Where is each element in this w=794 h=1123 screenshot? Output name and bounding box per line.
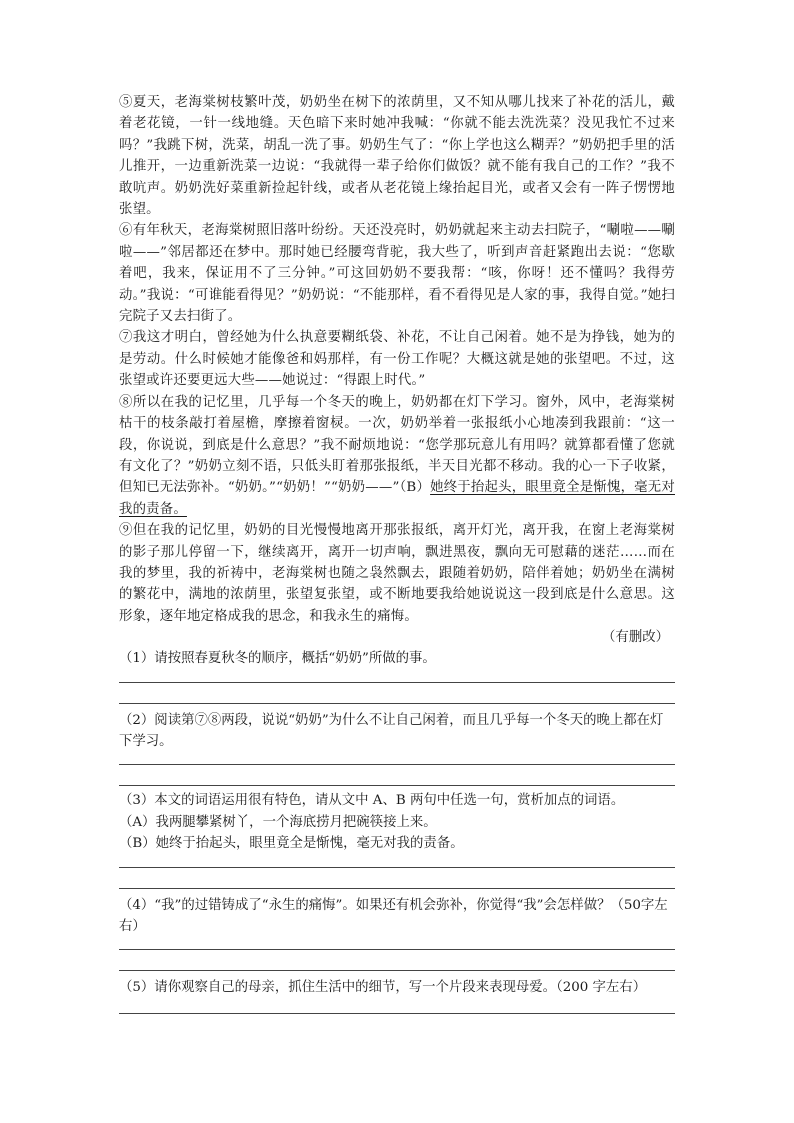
question-2: （2）阅读第⑦⑧两段，说说“奶奶”为什么不让自己闲着，而且几乎每一个冬天的晚上都在灯下学习。: [119, 712, 664, 749]
edit-note: （有删改）: [602, 630, 669, 646]
option-b: （B）她终于抬起头，眼里竟全是惭愧，毫无对我的责备。: [119, 836, 464, 852]
answer-line[interactable]: [119, 888, 675, 889]
answer-line[interactable]: [119, 1013, 675, 1014]
paragraph-8-text: ⑧所以在我的记忆里，几乎每一个冬天的晚上，奶奶都在灯下学习。窗外，风中，老海棠树枯干的枝条敲打着屋檐，摩擦着窗棂。一次，奶奶举着一张报纸小心地凑到我跟前：“这一段，你说说，到底是什么意思？”我不耐烦地说：“您学那玩意儿有用吗？就算都看懂了您就有文化了？”奶奶立刻不语，只低头盯着那张报纸，半天目光都不移动。我的心一下子收紧，但知已无法弥补。“奶奶。”“奶奶！”“奶奶——”（B）: [119, 394, 675, 496]
question-3: （3）本文的词语运用很有特色，请从文中 A、B 两句中任选一句，赏析加点的词语。: [119, 793, 625, 809]
paragraph-9: ⑨但在我的记忆里，奶奶的目光慢慢地离开那张报纸，离开灯光，离开我，在窗上老海棠树的影子那儿停留一下，继续离开，离开一切声响，飘进黑夜，飘向无可慰藉的迷茫……而在我的梦里，我的祈祷中，老海棠树也随之袅然飘去，跟随着奶奶，陪伴着她；奶奶坐在满树的繁花中，满地的浓荫里，张望复张望，或不断地要我给她说说这一段到底是什么意思。这形象，逐年地定格成我的思念，和我永生的痛悔。: [119, 523, 675, 624]
answer-line[interactable]: [119, 867, 675, 868]
underlined-sentence-b: 她终于抬起头，眼里竟全是惭愧，毫无对我的责备。: [119, 480, 675, 517]
paragraph-8: [119, 392, 675, 520]
answer-line[interactable]: [119, 764, 675, 765]
answer-line[interactable]: [119, 949, 675, 950]
paragraph-5: ⑤夏天，老海棠树枝繁叶茂，奶奶坐在树下的浓荫里，又不知从哪儿找来了补花的活儿，戴着老花镜，一针一线地缝。天色暗下来时她冲我喊：“你就不能去洗洗菜？没见我忙不过来吗？”我跳下树，洗菜，胡乱一洗了事。奶奶生气了：“你上学也这么糊弄？”奶奶把手里的活儿推开，一边重新洗菜一边说：“我就得一辈子给你们做饭？就不能有我自己的工作？”我不敢吭声。奶奶洗好菜重新捡起针线，或者从老花镜上缘抬起目光，或者又会有一阵子愣愣地张望。: [119, 95, 675, 218]
question-4: （4）“我”的过错铸成了“永生的痛悔”。如果还有机会弥补，你觉得“我”会怎样做？（50字左右）: [119, 897, 668, 934]
answer-line[interactable]: [119, 682, 675, 683]
worksheet-page: [119, 92, 675, 1014]
paragraph-7: ⑦我这才明白，曾经她为什么执意要糊纸袋、补花，不让自己闲着。她不是为挣钱，她为的是劳动。什么时候她才能像爸和妈那样，有一份工作呢？大概这就是她的张望吧。不过，这张望或许还要更远大些——她说过：“得跟上时代。”: [119, 330, 675, 389]
answer-line[interactable]: [119, 970, 675, 971]
option-a: （A）我两腿攀紧树丫，一个海底捞月把碗筷接上来。: [119, 814, 437, 830]
answer-line[interactable]: [119, 703, 675, 704]
answer-line[interactable]: [119, 785, 675, 786]
question-5: （5）请你观察自己的母亲，抓住生活中的细节，写一个片段来表现母爱。（200 字左右）: [119, 980, 647, 996]
question-1: （1）请按照春夏秋冬的顺序，概括“奶奶”所做的事。: [119, 651, 436, 667]
paragraph-6: ⑥有年秋天，老海棠树照旧落叶纷纷。天还没亮时，奶奶就起来主动去扫院子，“唰啦——唰啦——”邻居都还在梦中。那时她已经腰弯背驼，我大些了，听到声音赶紧跑出去说：“您歇着吧，我来，保证用不了三分钟。”可这回奶奶不要我帮：“咳，你呀！还不懂吗？我得劳动。”我说：“可谁能看得见？”奶奶说：“不能那样，看不看得见是人家的事，我得自觉。”她扫完院子又去扫街了。: [119, 223, 675, 325]
